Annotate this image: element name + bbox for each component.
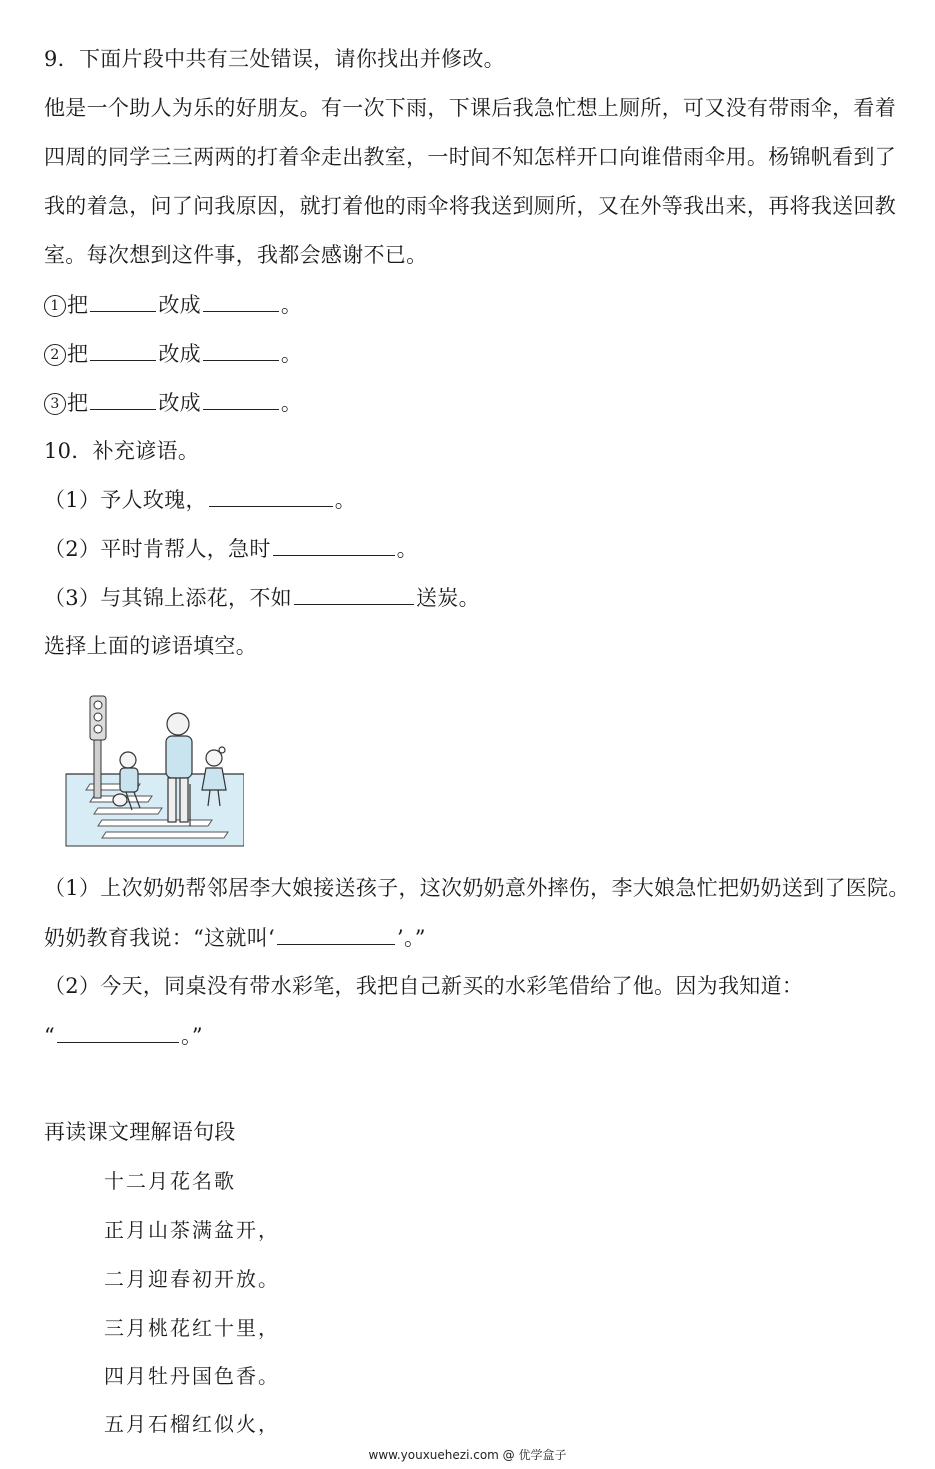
item-label: 把 [67, 293, 89, 317]
item-number: 1 [44, 295, 66, 317]
q9-item-1 [44, 289, 302, 320]
proverb-text: 送炭。 [415, 586, 480, 610]
proverb-text: （1）予人玫瑰， [44, 488, 207, 512]
poem-line: 正月山茶满盆开， [104, 1218, 280, 1242]
choose-instruction: 选择上面的谚语填空。 [44, 634, 257, 658]
crossing-illustration [62, 688, 244, 848]
poem-line: 三月桃花红十里， [104, 1316, 280, 1340]
poem-line: 五月石榴红似火， [104, 1412, 280, 1436]
section-heading: 再读课文理解语句段 [44, 1120, 236, 1144]
item-label: 。 [280, 391, 303, 415]
answer-blank[interactable] [203, 289, 279, 312]
proverb-1 [44, 484, 356, 515]
scenario-text: “ [44, 1024, 56, 1048]
answer-blank[interactable] [90, 289, 156, 312]
proverb-text: 。 [334, 488, 357, 512]
item-label: 改成 [158, 293, 201, 317]
item-label: 改成 [158, 391, 201, 415]
scenario-2-line-2 [44, 1020, 203, 1051]
item-label: 把 [67, 391, 89, 415]
scenario-1-line-2 [44, 922, 426, 953]
poem-line: 四月牡丹国色香。 [104, 1364, 280, 1388]
q9-item-3 [44, 387, 302, 418]
proverb-text: （2）平时肯帮人，急时 [44, 537, 271, 561]
q9-item-2 [44, 338, 302, 369]
proverb-text: （3）与其锦上添花，不如 [44, 586, 292, 610]
scenario-text: ’。” [397, 926, 426, 950]
watermark-footer: www.youxuehezi.com @ 优学盒子 [368, 1448, 567, 1462]
scenario-text: 。” [181, 1024, 203, 1048]
answer-blank[interactable] [90, 338, 156, 361]
proverb-2 [44, 533, 418, 564]
scenario-2-line-1: （2）今天，同桌没有带水彩笔，我把自己新买的水彩笔借给了他。因为我知道： [44, 974, 804, 998]
proverb-text: 。 [396, 537, 418, 561]
q9-passage-line: 我的着急，问了问我原因，就打着他的雨伞将我送到厕所，又在外等我出来，再将我送回教 [44, 194, 896, 218]
answer-blank[interactable] [277, 922, 395, 945]
answer-blank[interactable] [273, 533, 395, 556]
answer-blank[interactable] [209, 484, 333, 507]
scenario-text: 奶奶教育我说：“这就叫‘ [44, 926, 276, 950]
item-number: 2 [44, 344, 66, 366]
item-label: 。 [280, 342, 303, 366]
proverb-3 [44, 582, 480, 613]
q9-title: 9．下面片段中共有三处错误，请你找出并修改。 [44, 47, 505, 71]
poem-line: 二月迎春初开放。 [104, 1267, 280, 1291]
q9-passage-line: 四周的同学三三两两的打着伞走出教室，一时间不知怎样开口向谁借雨伞用。杨锦帆看到了 [44, 145, 896, 169]
answer-blank[interactable] [203, 338, 279, 361]
answer-blank[interactable] [90, 387, 156, 410]
item-label: 把 [67, 342, 89, 366]
q10-title: 10．补充谚语。 [44, 439, 200, 463]
answer-blank[interactable] [294, 582, 414, 605]
scenario-1-line-1: （1）上次奶奶帮邻居李大娘接送孩子，这次奶奶意外摔伤，李大娘急忙把奶奶送到了医院。 [44, 876, 910, 900]
q9-passage-line: 他是一个助人为乐的好朋友。有一次下雨，下课后我急忙想上厕所，可又没有带雨伞，看着 [44, 96, 896, 120]
item-label: 。 [280, 293, 303, 317]
answer-blank[interactable] [203, 387, 279, 410]
answer-blank[interactable] [57, 1020, 179, 1043]
q9-passage-line: 室。每次想到这件事，我都会感谢不已。 [44, 243, 428, 267]
poem-title: 十二月花名歌 [104, 1169, 236, 1193]
item-label: 改成 [158, 342, 201, 366]
item-number: 3 [44, 393, 66, 415]
